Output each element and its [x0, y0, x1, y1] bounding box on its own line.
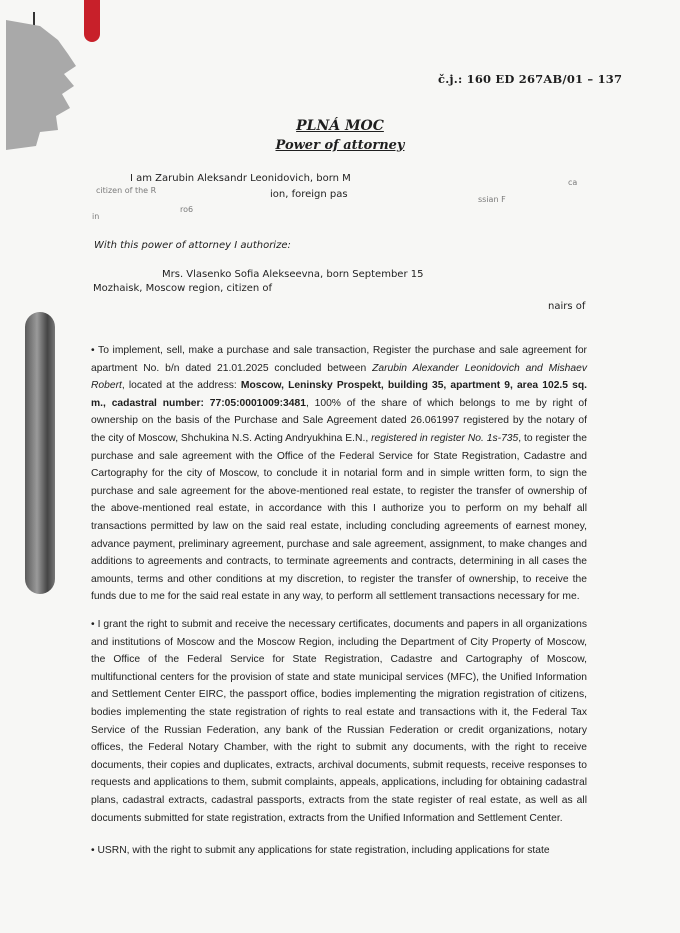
binding-clip — [25, 312, 55, 594]
principal-line2-right: ssian F — [478, 195, 506, 204]
attorney-line3-right: nairs of — [548, 301, 586, 312]
contract-parties: Zarubin Alexander Leonidovich and Mishaev Robert — [91, 362, 587, 392]
register-number: registered in register No. 1s-735 — [371, 432, 519, 444]
principal-line1: I am Zarubin Aleksandr Leonidovich, born M — [130, 173, 351, 184]
principal-line3-far-left: in — [92, 212, 100, 221]
property-address: Moscow, Leninsky Prospekt, building 35, apartment 9, area 102.5 sq. m., cadastral number: 77:05:0001009:3481 — [91, 380, 587, 409]
attorney-line1: Mrs. Vlasenko Sofia Alekseevna, born September 15 — [162, 269, 424, 280]
red-wax-mark — [84, 0, 100, 42]
document-subtitle: Power of attorney — [275, 138, 405, 153]
reference-number: č.j.: 160 ED 267AB/01 – 137 — [438, 72, 623, 86]
document-title: PLNÁ MOC — [296, 118, 384, 134]
authorize-intro: With this power of attorney I authorize: — [94, 240, 291, 251]
paragraph-transaction-authority: • To implement, sell, make a purchase and sale transaction, Register the purchase and sale agreement for apartment No. b/n dated 21.01.2025 concluded between Zarubin Alexander Leonidovich and Mishaev Robert, located at the address: Moscow, Leninsky Prospekt, building 35, apartment 9, area 102.5 sq. m., cadastral number: 77:05:0001009:3481, 100% of the share of which belongs to me by right of ownership on the basis of the Purchase and Sale Agreement dated 26.061997 registered by the notary of the city of Moscow, Shchukina N.S. Acting Andryukhina E.N., registered in register No. 1s-735, to register the purchase and sale agreement with the Office of the Federal Service for State Registration, Cadastre and Cartography for the city of Moscow, to conclude it in notarial form and in simple written form, to sign the purchase and sale agreement for the above-mentioned real estate, to register the transfer of ownership of the above-mentioned real estate, in accordance with this I authorize you to perform on my behalf all transactions permitted by law on the said real estate, including concluding agreements of earnest money, advance payment, preliminary agreement, purchase and sale agreement, assignment, to make changes and additions to agreements and contracts, to terminate agreements and contracts, determining in all cases the amounts, terms and other conditions at my discretion, to register the transfer of ownership, to receive the funds due to me for the said real estate in any way, to perform all settlement transactions necessary for me. — [91, 345, 588, 603]
principal-line2-left: citizen of the R — [96, 186, 157, 195]
principal-line3-left: ro6 — [180, 205, 194, 214]
attorney-line2: Mozhaisk, Moscow region, citizen of — [93, 283, 273, 294]
paragraph-documents-authority: • I grant the right to submit and receive the necessary certificates, documents and papers in all organizations and institutions of Moscow and the Moscow Region, including the Department of City Property of Moscow, the Office of the Federal Service for State Registration, Cadastre and Cartography of Moscow, multifunctional centers for the provision of state and state municipal services (MFC), the Unified Information and Settlement Center EIRC, the passport office, bodies implementing the migration registration of citizens, bodies implementing the state registration of rights to real estate and transactions with it, the Federal Tax Service of the Russian Federation, any bank of the Russian Federation or credit organizations, notary offices, the Federal Notary Chamber, with the right to submit any documents, with the right to receive documents, their copies and duplicates, extracts, archival documents, submit requests, receive responses to requests and applications to them, submit complaints, appeals, applications, including for obtaining cadastral plans, cadastral extracts, cadastral passports, extracts from the state register of real estate, as well as all documents submitted for state registration, extracts from the Unified Information and Settlement Center. — [91, 619, 587, 824]
principal-line2-mid: ion, foreign pas — [270, 189, 348, 200]
paragraph-usrn: • USRN, with the right to submit any applications for state registration, including applications for state — [91, 845, 550, 856]
principal-line1-right: ca — [568, 178, 578, 187]
